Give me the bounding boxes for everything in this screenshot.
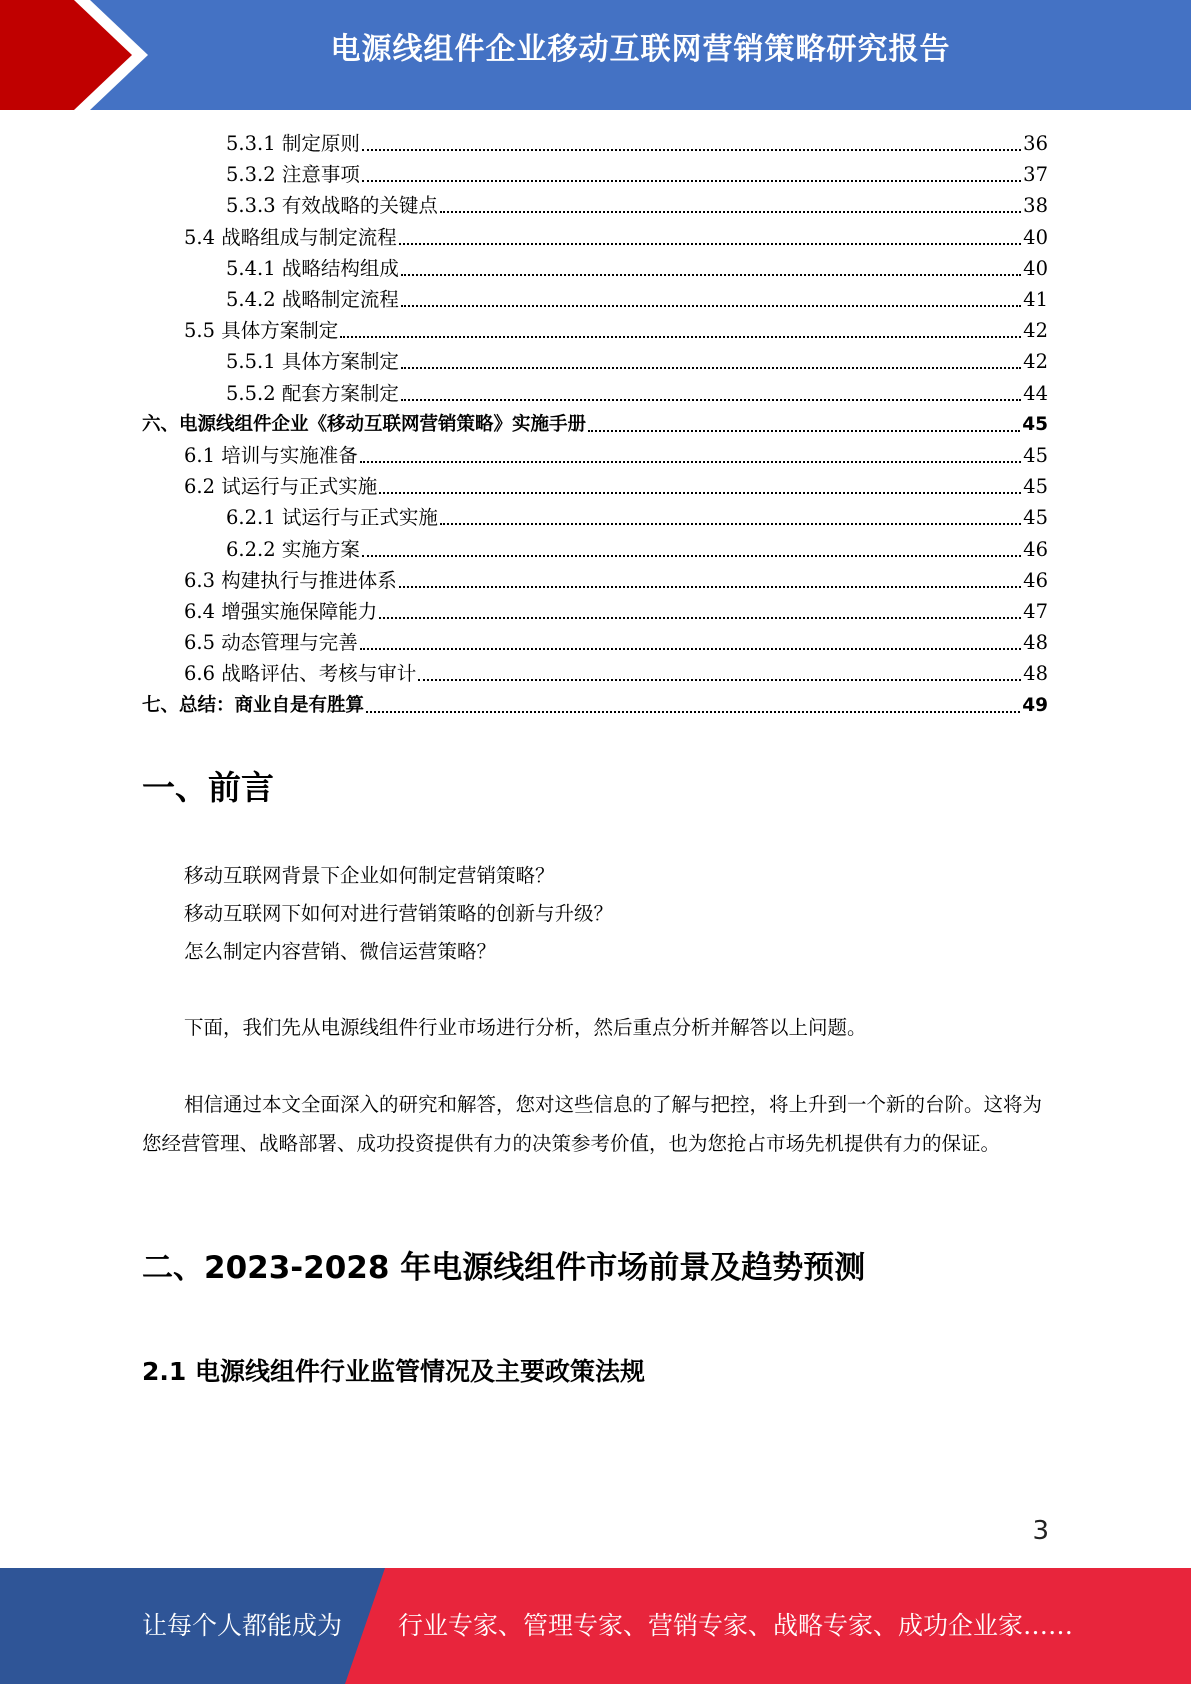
toc-entry[interactable] (226, 346, 1048, 377)
page-header (0, 0, 1191, 110)
toc-entry-page: 42 (1023, 319, 1048, 343)
toc-leader-dots (362, 554, 1021, 557)
subsection-heading-regulation: 2.1 电源线组件行业监管情况及主要政策法规 (142, 1357, 645, 1386)
toc-entry-page: 41 (1023, 288, 1048, 311)
toc-entry[interactable] (226, 284, 1048, 315)
toc-entry[interactable] (184, 222, 1048, 253)
section-heading-preface: 一、前言 (142, 768, 274, 807)
toc-leader-dots (360, 647, 1021, 650)
toc-leader-dots (366, 710, 1020, 713)
toc-entry-page: 42 (1023, 350, 1048, 374)
toc-entry-page: 40 (1023, 225, 1048, 249)
toc-entry[interactable] (184, 440, 1048, 471)
toc-leader-dots (399, 585, 1021, 588)
question-item: 移动互联网背景下企业如何制定营销策略？ (184, 864, 555, 887)
toc-entry[interactable] (184, 471, 1048, 502)
toc-entry-title: 6.5 动态管理与完善 (184, 631, 358, 655)
question-item: 移动互联网下如何对进行营销策略的创新与升级？ (184, 902, 614, 925)
toc-entry[interactable] (184, 658, 1048, 689)
toc-leader-dots (340, 335, 1021, 338)
toc-entry-title: 七、总结：商业自是有胜算 (142, 694, 365, 716)
toc-entry-title: 6.2 试运行与正式实施 (184, 475, 378, 499)
toc-entry-page: 47 (1023, 600, 1048, 623)
toc-entry-title: 6.1 培训与实施准备 (184, 444, 358, 467)
toc-entry-title: 5.4 战略组成与制定流程 (184, 225, 397, 249)
toc-entry-page: 40 (1023, 256, 1048, 280)
toc-leader-dots (418, 678, 1021, 681)
page-footer (0, 1568, 1191, 1684)
toc-entry-title: 5.4.2 战略制定流程 (226, 288, 399, 311)
toc-entry-page: 45 (1022, 413, 1048, 435)
toc-entry-title: 5.3.3 有效战略的关键点 (226, 194, 438, 218)
toc-entry-page: 36 (1023, 132, 1048, 155)
toc-leader-dots (588, 429, 1020, 432)
toc-entry[interactable] (226, 128, 1048, 159)
toc-leader-dots (401, 304, 1021, 307)
toc-entry[interactable] (226, 253, 1048, 284)
toc-entry[interactable] (184, 565, 1048, 596)
footer-slogan-left: 让每个人都能成为 (142, 1611, 343, 1640)
toc-entry-page: 44 (1023, 381, 1048, 405)
toc-entry-page: 38 (1023, 194, 1048, 218)
toc-entry-page: 48 (1023, 662, 1048, 686)
toc-leader-dots (362, 148, 1021, 151)
toc-entry-title: 5.4.1 战略结构组成 (226, 256, 399, 280)
toc-leader-dots (440, 522, 1021, 525)
toc-entry-title: 5.5.2 配套方案制定 (226, 381, 399, 405)
toc-entry-title: 6.6 战略评估、考核与审计 (184, 662, 417, 686)
toc-entry-title: 5.3.1 制定原则 (226, 132, 360, 155)
footer-slogan-right: 行业专家、管理专家、营销专家、战略专家、成功企业家…… (398, 1611, 1074, 1640)
toc-entry-title: 6.3 构建执行与推进体系 (184, 568, 397, 592)
toc-leader-dots (379, 616, 1021, 619)
toc-entry[interactable] (226, 159, 1048, 190)
toc-entry-page: 48 (1023, 631, 1048, 655)
toc-leader-dots (401, 366, 1021, 369)
toc-entry-title: 5.5 具体方案制定 (184, 319, 339, 343)
toc-leader-dots (399, 242, 1021, 245)
page-number: 3 (1032, 1516, 1049, 1546)
toc-entry-page: 37 (1023, 163, 1048, 187)
toc-leader-dots (379, 491, 1021, 494)
toc-entry[interactable] (226, 502, 1048, 533)
toc-entry-page: 46 (1023, 537, 1048, 561)
toc-leader-dots (362, 179, 1021, 182)
toc-entry[interactable] (226, 534, 1048, 565)
header-red-chevron-icon (0, 0, 160, 110)
toc-entry[interactable] (184, 315, 1048, 346)
toc-entry-page: 46 (1023, 568, 1048, 592)
toc-entry-page: 45 (1023, 506, 1048, 530)
toc-leader-dots (401, 398, 1021, 401)
report-title: 电源线组件企业移动互联网营销策略研究报告 (330, 32, 951, 67)
toc-entry-title: 6.4 增强实施保障能力 (184, 600, 378, 623)
section-heading-market-forecast: 二、2023-2028 年电源线组件市场前景及趋势预测 (142, 1250, 866, 1286)
toc-leader-dots (440, 210, 1021, 213)
paragraph-value: 相信通过本文全面深入的研究和解答，您对这些信息的了解与把控，将上升到一个新的台阶。这将为您经营管理、战略部署、成功投资提供有力的决策参考价值，也为您抢占市场先机提供有力的保证。 (142, 1093, 1043, 1155)
toc-entry-page: 45 (1023, 444, 1048, 467)
toc-entry-title: 6.2.1 试运行与正式实施 (226, 506, 438, 530)
toc-entry-title: 5.3.2 注意事项 (226, 163, 360, 187)
toc-entry[interactable] (226, 190, 1048, 221)
question-item: 怎么制定内容营销、微信运营策略？ (184, 940, 497, 963)
toc-entry[interactable] (184, 627, 1048, 658)
toc-entry-title: 5.5.1 具体方案制定 (226, 350, 399, 374)
paragraph-intro: 下面，我们先从电源线组件行业市场进行分析，然后重点分析并解答以上问题。 (184, 1016, 867, 1039)
toc-entry[interactable] (142, 690, 1048, 721)
toc-entry[interactable] (226, 378, 1048, 409)
toc-entry-page: 45 (1023, 475, 1048, 499)
toc-entry-title: 6.2.2 实施方案 (226, 537, 360, 561)
question-list (142, 857, 1052, 971)
toc-entry-page: 49 (1022, 694, 1048, 716)
toc-entry-title: 六、电源线组件企业《移动互联网营销策略》实施手册 (142, 413, 587, 435)
toc-entry[interactable] (184, 596, 1048, 627)
toc-leader-dots (401, 273, 1021, 276)
toc-entry[interactable] (142, 409, 1048, 440)
toc-leader-dots (360, 460, 1021, 463)
